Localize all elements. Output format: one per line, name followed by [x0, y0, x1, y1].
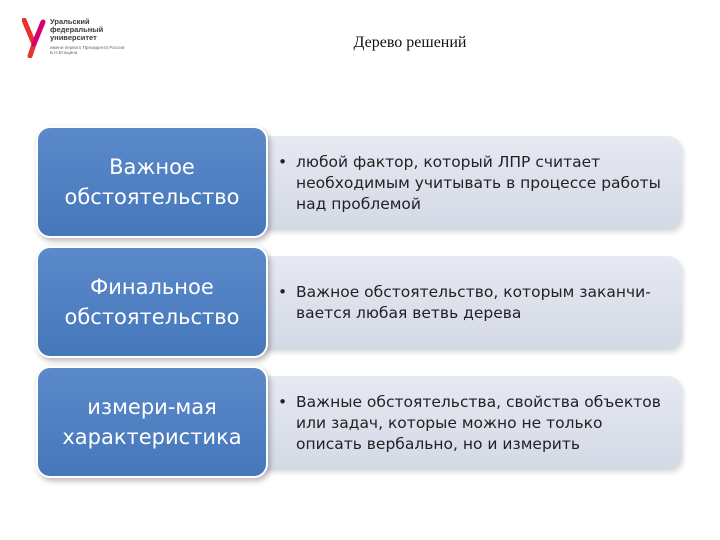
- logo-mark-icon: [22, 18, 46, 58]
- definition-row: [36, 126, 686, 238]
- definition-box: [250, 256, 682, 350]
- definition-row: [36, 246, 686, 358]
- definition-box: [250, 376, 682, 470]
- logo-subtitle: имени первого Президента России Б.Н.Ельцина: [50, 45, 125, 56]
- definition-text: любой фактор, который ЛПР считает необходимым учитывать в процессе работы над проблемой: [296, 152, 661, 213]
- term-text: Финальное обстоятельство: [64, 275, 240, 329]
- term-box: [36, 366, 268, 478]
- definition-row: [36, 366, 686, 478]
- bullet-icon: •: [278, 392, 288, 411]
- definition-box: [250, 136, 682, 230]
- bullet-icon: •: [278, 152, 288, 171]
- term-text: измери-мая характеристика: [62, 395, 242, 449]
- term-text: Важное обстоятельство: [64, 155, 240, 209]
- term-box: [36, 246, 268, 358]
- definition-text: Важное обстоятельство, которым заканчи-вается любая ветвь дерева: [296, 283, 651, 322]
- logo-name: Уральский федеральный университет: [50, 17, 104, 42]
- university-logo: [22, 17, 125, 62]
- definition-text: Важные обстоятельства, свойства объектов или задач, которые можно не только описать вербально, но и измерить: [296, 392, 661, 453]
- slide-title: Дерево решений: [353, 34, 467, 51]
- term-box: [36, 126, 268, 238]
- bullet-icon: •: [278, 283, 288, 301]
